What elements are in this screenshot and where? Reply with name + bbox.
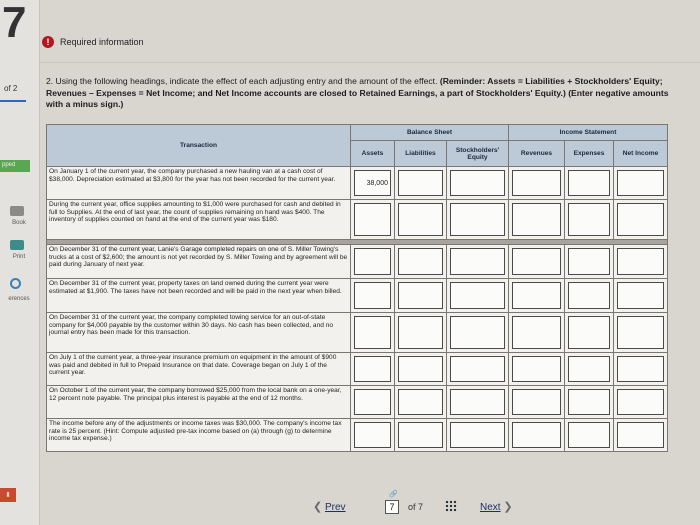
net-income-input[interactable] bbox=[617, 389, 664, 415]
revenues-input[interactable] bbox=[512, 356, 561, 382]
net-income-input[interactable] bbox=[617, 248, 664, 275]
equity-input[interactable] bbox=[450, 282, 505, 309]
assets-input[interactable] bbox=[354, 170, 391, 196]
instructions bbox=[46, 76, 676, 111]
sidebar-item-print[interactable]: Print bbox=[12, 254, 26, 260]
liabilities-input[interactable] bbox=[398, 282, 443, 309]
revenues-input[interactable] bbox=[512, 389, 561, 415]
assets-input[interactable] bbox=[354, 248, 391, 275]
revenues-input[interactable] bbox=[512, 170, 561, 196]
liabilities-input[interactable] bbox=[398, 389, 443, 415]
transaction-text: On July 1 of the current year, a three-year insurance premium on equipment in the amount of $900 was paid and debited in full to Prepaid Insurance on that date. Coverage began on July 1 of the current year. bbox=[47, 353, 351, 386]
revenues-input[interactable] bbox=[512, 316, 561, 349]
assets-input[interactable] bbox=[354, 316, 391, 349]
table-row bbox=[47, 245, 668, 279]
liabilities-header: Liabilities bbox=[395, 141, 447, 167]
income-statement-header: Income Statement bbox=[509, 125, 668, 141]
expenses-input[interactable] bbox=[568, 356, 610, 382]
net-income-input[interactable] bbox=[617, 170, 664, 196]
assets-input[interactable] bbox=[354, 282, 391, 309]
equity-input[interactable] bbox=[450, 389, 505, 415]
net-income-input[interactable] bbox=[617, 282, 664, 309]
adjusting-entries-table bbox=[46, 124, 668, 452]
table-row bbox=[47, 313, 668, 353]
assets-input[interactable] bbox=[354, 389, 391, 415]
table-row bbox=[47, 167, 668, 200]
expenses-input[interactable] bbox=[568, 203, 610, 236]
assets-header: Assets bbox=[351, 141, 395, 167]
liabilities-input[interactable] bbox=[398, 248, 443, 275]
table-row bbox=[47, 419, 668, 452]
equity-input[interactable] bbox=[450, 316, 505, 349]
table-row bbox=[47, 353, 668, 386]
next-button[interactable] bbox=[480, 500, 513, 513]
transaction-text: On December 31 of the current year, Lanie's Garage completed repairs on one of S. Miller Towing's trucks at a cost of $2,600; the amount is not yet recorded by S. Miller Towing and by agreement will be paid during January of next year. bbox=[47, 245, 351, 279]
expenses-input[interactable] bbox=[568, 282, 610, 309]
assets-input[interactable] bbox=[354, 422, 391, 448]
status-badge: pped bbox=[0, 160, 30, 172]
liabilities-input[interactable] bbox=[398, 316, 443, 349]
transaction-text: On December 31 of the current year, the company completed towing service for an out-of-state company for $4,000 payable by the customer within 30 days. No cash has been collected, and no journal entry has been made for this transaction. bbox=[47, 313, 351, 353]
equity-input[interactable] bbox=[450, 356, 505, 382]
revenues-header: Revenues bbox=[509, 141, 565, 167]
table-row bbox=[47, 279, 668, 313]
chevron-left-icon: ❮ bbox=[313, 501, 323, 513]
liabilities-input[interactable] bbox=[398, 422, 443, 448]
print-icon[interactable] bbox=[10, 240, 24, 250]
revenues-input[interactable] bbox=[512, 203, 561, 236]
grid-icon[interactable] bbox=[445, 500, 457, 512]
equity-input[interactable] bbox=[450, 248, 505, 275]
net-income-header: Net Income bbox=[614, 141, 668, 167]
expenses-input[interactable] bbox=[568, 248, 610, 275]
liabilities-input[interactable] bbox=[398, 170, 443, 196]
expenses-header: Expenses bbox=[565, 141, 614, 167]
revenues-input[interactable] bbox=[512, 422, 561, 448]
divider bbox=[40, 62, 700, 63]
part-progress-bar bbox=[0, 100, 26, 102]
instructions-text: 2. Using the following headings, indicate the effect of each adjusting entry and the amount of the effect. bbox=[46, 76, 440, 86]
expenses-input[interactable] bbox=[568, 316, 610, 349]
net-income-input[interactable] bbox=[617, 356, 664, 382]
logo-icon: ▮ bbox=[0, 488, 16, 502]
page-count: of 7 bbox=[408, 502, 424, 512]
transaction-text: The income before any of the adjustments or income taxes was $30,000. The company's income tax rate is 25 percent. (Hint: Compute adjusted pre-tax income based on (a) through (g) to determine income tax expense.) bbox=[47, 419, 351, 452]
table-row bbox=[47, 200, 668, 240]
current-page-box[interactable]: 7 bbox=[385, 500, 399, 514]
negative-hint: (Enter negative amounts with a minus sign.) bbox=[46, 87, 669, 109]
next-label[interactable]: Next bbox=[480, 502, 501, 513]
question-number: 7 bbox=[2, 0, 27, 47]
reminder-text: (Reminder: Assets = Liabilities + Stockholders' Equity; Revenues – Expenses = Net Income; and Net Income accounts are closed to Retained Earnings, a part of Stockholders' Equity.) bbox=[46, 76, 663, 98]
transaction-text: On December 31 of the current year, property taxes on land owned during the current year were estimated at $1,900. The taxes have not been recorded and will be paid in the next year when billed. bbox=[47, 279, 351, 313]
transaction-header: Transaction bbox=[47, 125, 351, 167]
alert-icon: ! bbox=[42, 36, 54, 48]
liabilities-input[interactable] bbox=[398, 356, 443, 382]
equity-input[interactable] bbox=[450, 203, 505, 236]
expenses-input[interactable] bbox=[568, 389, 610, 415]
stockholders-equity-header: Stockholders' Equity bbox=[447, 141, 509, 167]
equity-input[interactable] bbox=[450, 170, 505, 196]
equity-input[interactable] bbox=[450, 422, 505, 448]
balance-sheet-header: Balance Sheet bbox=[351, 125, 509, 141]
chevron-right-icon: ❯ bbox=[503, 501, 513, 513]
transaction-text: During the current year, office supplies amounting to $1,000 were purchased for cash and debited in full to Supplies. At the end of last year, the count of supplies remaining on hand was $400. The inventory of supplies counted on hand at the end of the current year was $180. bbox=[47, 200, 351, 240]
net-income-input[interactable] bbox=[617, 203, 664, 236]
prev-button[interactable] bbox=[313, 500, 346, 513]
book-icon[interactable] bbox=[10, 206, 24, 216]
transaction-text: On October 1 of the current year, the company borrowed $25,000 from the local bank on a one-year, 12 percent note payable. The principal plus interest is payable at the end of 12 months. bbox=[47, 386, 351, 419]
sidebar-item-references[interactable]: erences bbox=[8, 296, 30, 302]
assets-input[interactable] bbox=[354, 356, 391, 382]
revenues-input[interactable] bbox=[512, 282, 561, 309]
expenses-input[interactable] bbox=[568, 170, 610, 196]
net-income-input[interactable] bbox=[617, 422, 664, 448]
liabilities-input[interactable] bbox=[398, 203, 443, 236]
revenues-input[interactable] bbox=[512, 248, 561, 275]
transaction-text: On January 1 of the current year, the company purchased a new hauling van at a cash cost of $38,000. Depreciation estimated at $3,800 for the year has not been recorded for the current year. bbox=[47, 167, 351, 200]
expenses-input[interactable] bbox=[568, 422, 610, 448]
left-sidebar bbox=[0, 0, 40, 525]
part-pager: of 2 bbox=[4, 84, 18, 93]
net-income-input[interactable] bbox=[617, 316, 664, 349]
assets-input[interactable] bbox=[354, 203, 391, 236]
sidebar-item-book[interactable]: Book bbox=[12, 220, 26, 226]
references-icon[interactable] bbox=[10, 278, 21, 289]
prev-label[interactable]: Prev bbox=[325, 502, 346, 513]
link-icon: 🔗 bbox=[389, 491, 398, 498]
section-title: Required information bbox=[60, 37, 144, 47]
table-row bbox=[47, 386, 668, 419]
